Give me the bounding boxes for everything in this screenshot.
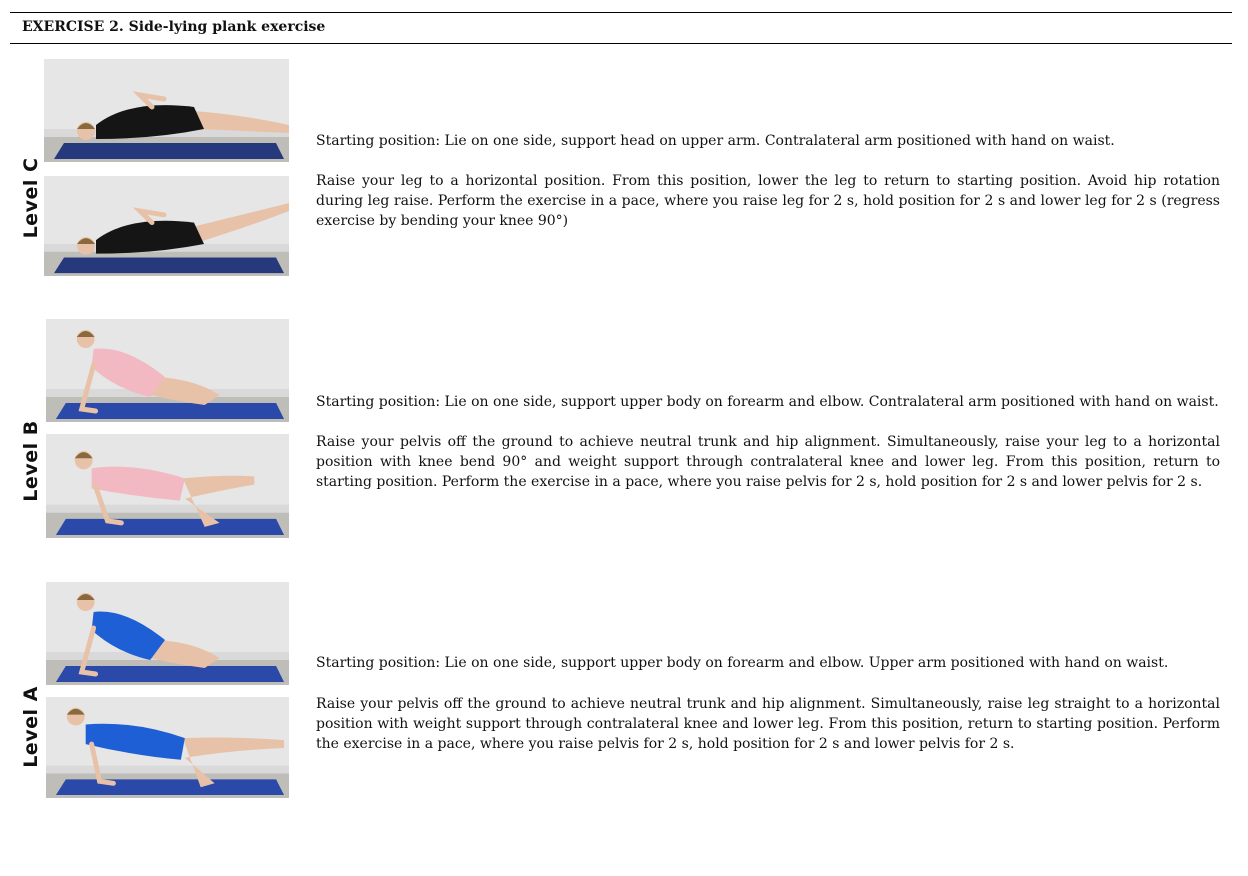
level-b-raise-photo xyxy=(46,434,289,538)
level-b-label: Level B xyxy=(20,420,42,502)
level-b-instruction: Raise your pelvis off the ground to achieve neutral trunk and hip alignment. Simultaneously, raise your leg to a horizontal position with knee bend 90° and weight support through contralateral knee and lower leg. From this position, return to starting position. Perform the exercise in a pace, where you raise pelvis for 2 s, hold position for 2 s and lower pelvis for 2 s. xyxy=(316,434,1220,490)
level-c-instruction: Raise your leg to a horizontal position. From this position, lower the leg to return to starting position. Avoid hip rotation during leg raise. Perform the exercise in a pace, where you raise leg for 2 s, hold position for 2 s and lower leg for 2 s (regress exercise by bending your knee 90°) xyxy=(316,173,1220,229)
level-a-label: Level A xyxy=(20,686,42,768)
level-b-starting-position: Starting position: Lie on one side, support upper body on forearm and elbow. Contralateral arm positioned with hand on waist. xyxy=(316,394,1219,410)
level-c-label: Level C xyxy=(20,157,42,239)
header-rule xyxy=(10,43,1232,44)
level-c-raise-photo xyxy=(44,176,289,276)
top-rule xyxy=(10,12,1232,13)
level-c-start-photo xyxy=(44,59,289,162)
level-c-starting-position: Starting position: Lie on one side, support head on upper arm. Contralateral arm positioned with hand on waist. xyxy=(316,133,1115,149)
level-a-raise-photo xyxy=(46,697,289,798)
level-a-start-photo xyxy=(46,582,289,685)
level-b-start-photo xyxy=(46,319,289,422)
exercise-title: EXERCISE 2. Side-lying plank exercise xyxy=(22,19,326,35)
level-a-starting-position: Starting position: Lie on one side, support upper body on forearm and elbow. Upper arm positioned with hand on waist. xyxy=(316,655,1169,671)
level-a-instruction: Raise your pelvis off the ground to achieve neutral trunk and hip alignment. Simultaneously, raise leg straight to a horizontal position with weight support through contralateral knee and lower leg. From this position, return to starting position. Perform the exercise in a pace, where you raise pelvis for 2 s, hold position for 2 s and lower pelvis for 2 s. xyxy=(316,696,1220,752)
